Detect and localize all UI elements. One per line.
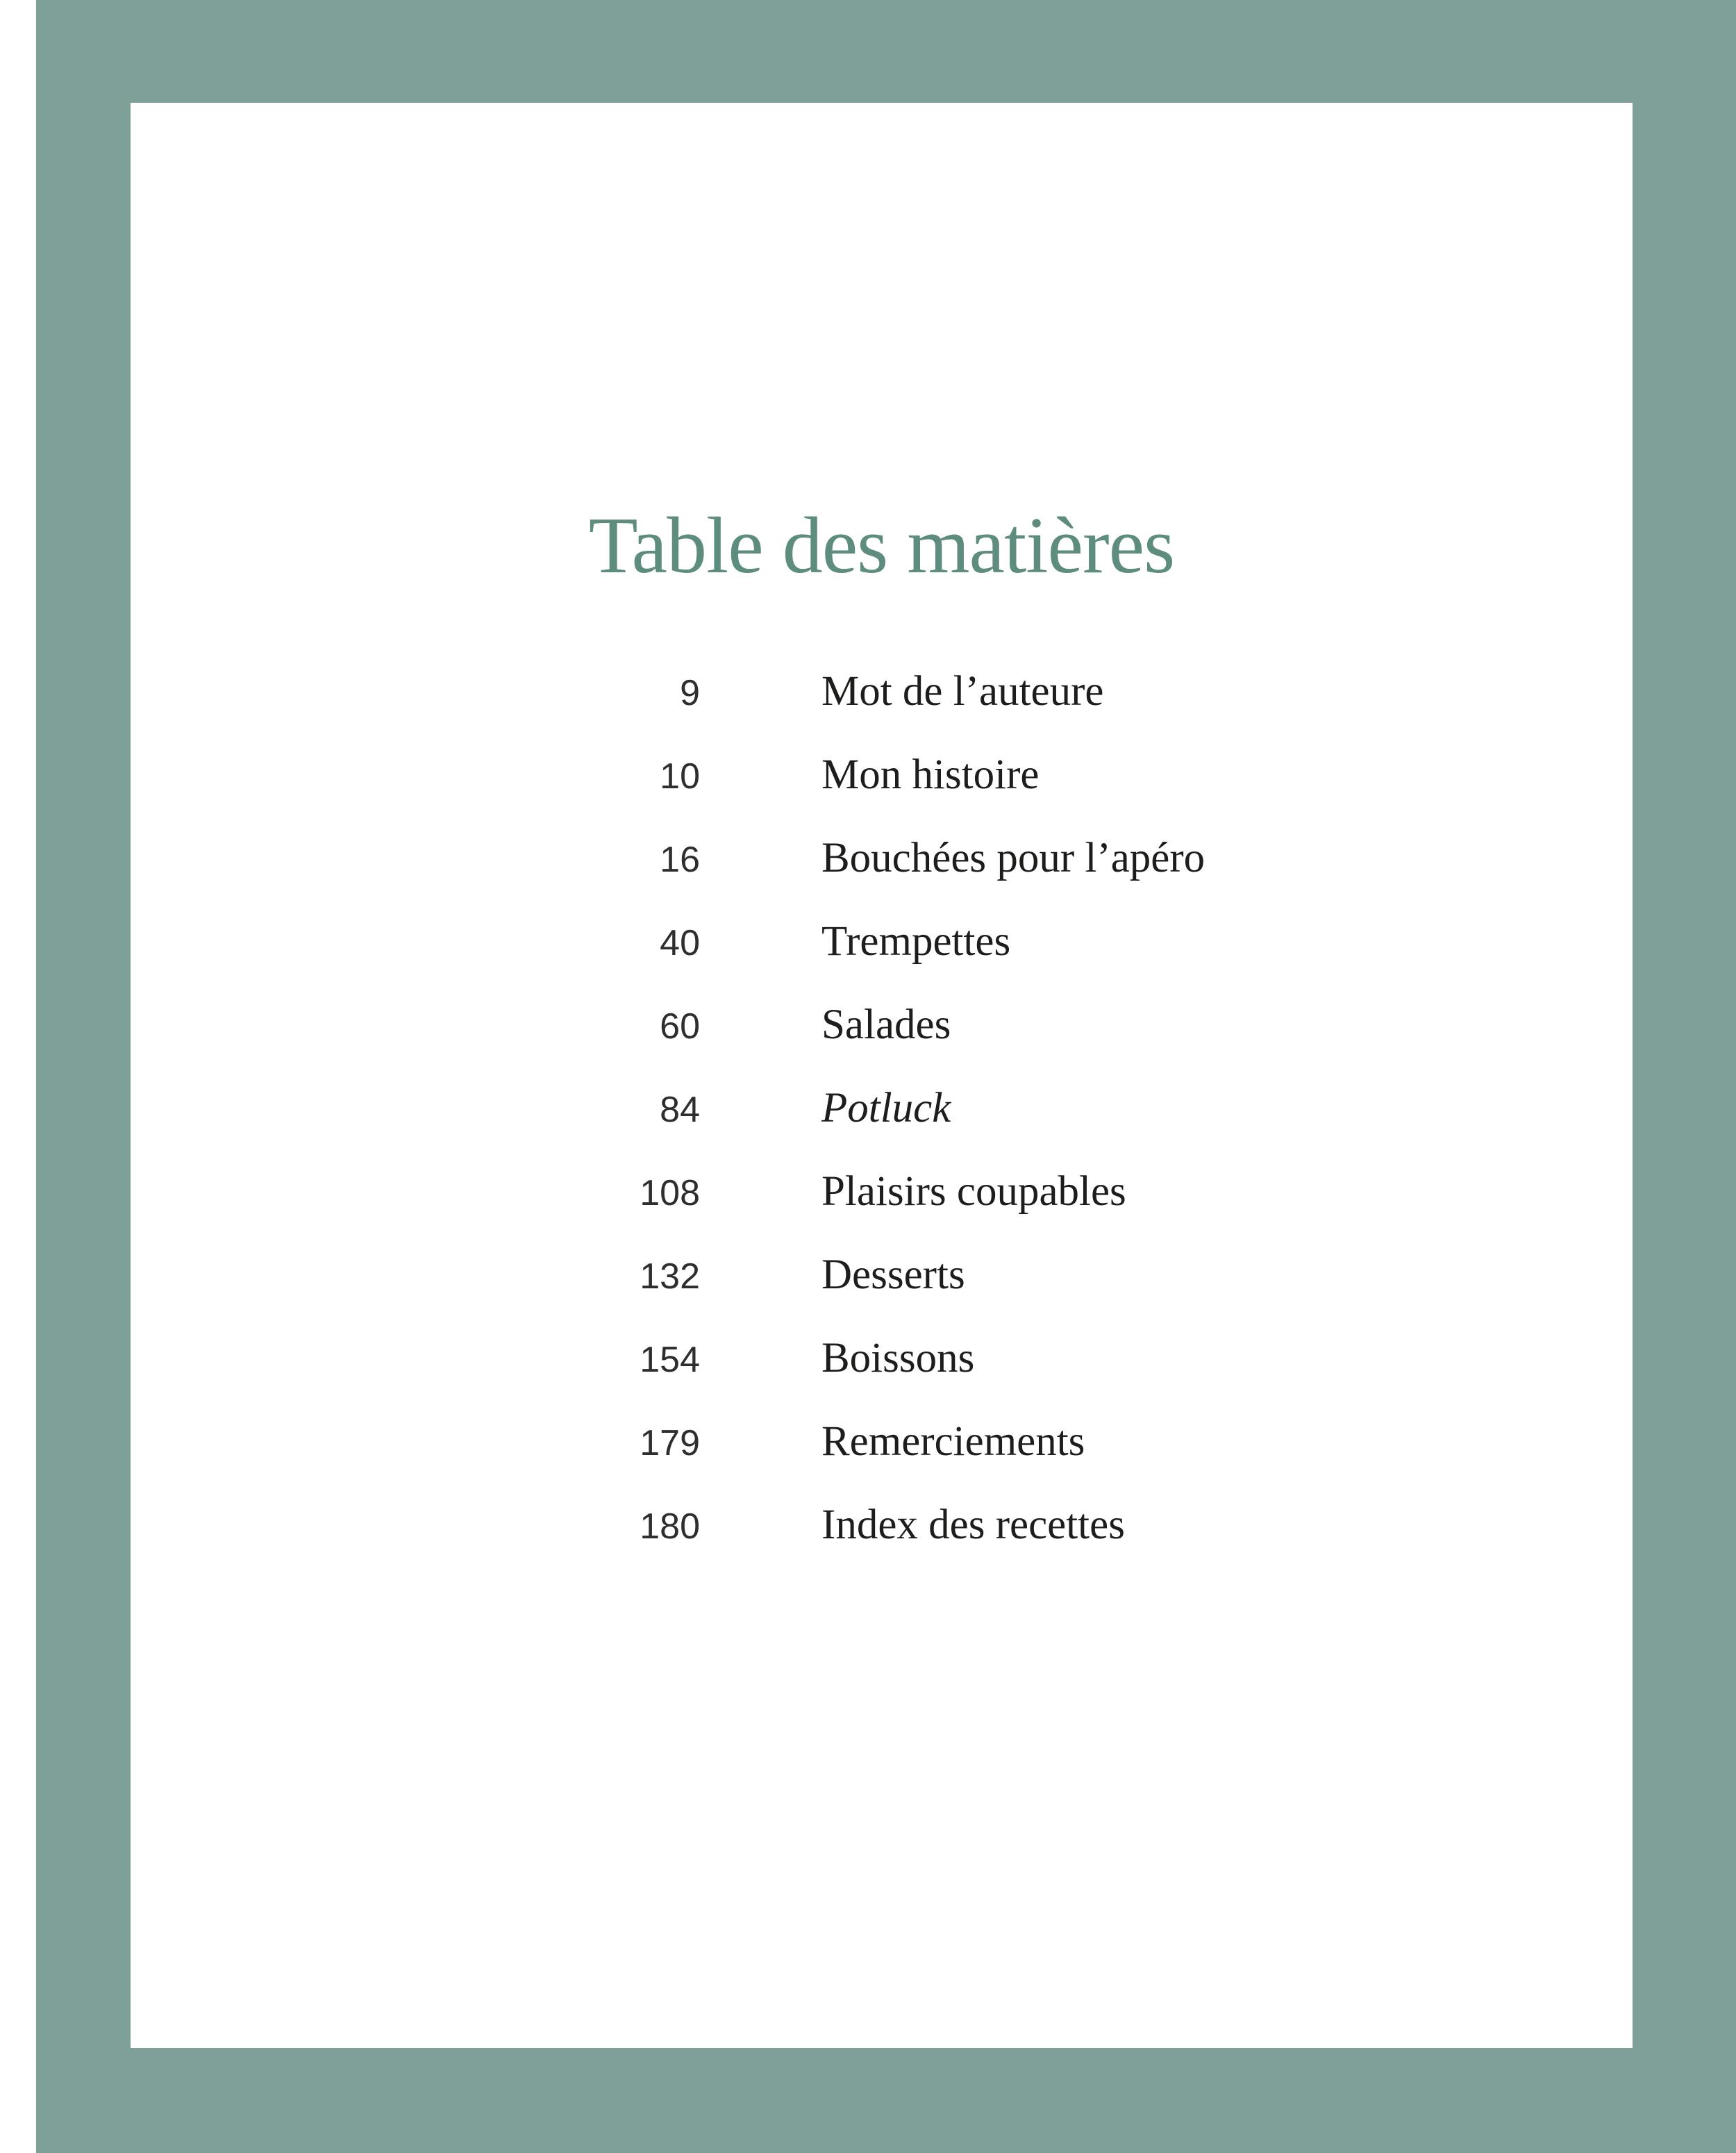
toc-page-number: 179 bbox=[640, 1423, 700, 1463]
toc-row bbox=[131, 900, 1633, 983]
toc-row bbox=[131, 1067, 1633, 1150]
toc-entry-label: Bouchées pour l’apéro bbox=[821, 835, 1205, 881]
toc-page-number: 154 bbox=[640, 1340, 700, 1380]
toc-row bbox=[131, 733, 1633, 817]
toc-entry-label: Salades bbox=[821, 1001, 951, 1048]
toc-row bbox=[131, 1150, 1633, 1233]
toc-entry-label: Trempettes bbox=[821, 918, 1011, 965]
table-of-contents bbox=[131, 650, 1633, 1567]
toc-entry-label: Potluck bbox=[821, 1085, 951, 1131]
toc-row bbox=[131, 1400, 1633, 1483]
page-title: Table des matières bbox=[588, 501, 1175, 590]
toc-entry-label: Index des recettes bbox=[821, 1502, 1125, 1548]
toc-page-number: 40 bbox=[660, 923, 700, 963]
toc-entry-label: Remerciements bbox=[821, 1418, 1085, 1465]
toc-page-number: 10 bbox=[660, 756, 700, 797]
toc-row bbox=[131, 817, 1633, 900]
toc-entry-label: Mon histoire bbox=[821, 751, 1040, 798]
toc-entry-label: Plaisirs coupables bbox=[821, 1168, 1126, 1215]
toc-page-number: 16 bbox=[660, 840, 700, 880]
toc-page-number: 9 bbox=[680, 673, 700, 713]
toc-page-number: 84 bbox=[660, 1090, 700, 1130]
toc-page-number: 180 bbox=[640, 1506, 700, 1547]
toc-entry-label: Mot de l’auteure bbox=[821, 668, 1104, 715]
toc-entry-label: Desserts bbox=[821, 1252, 965, 1298]
book-page bbox=[131, 103, 1633, 2048]
toc-page-number: 108 bbox=[640, 1173, 700, 1213]
toc-row bbox=[131, 1317, 1633, 1400]
toc-entry-label: Boissons bbox=[821, 1335, 975, 1381]
toc-page-number: 132 bbox=[640, 1256, 700, 1297]
toc-row bbox=[131, 983, 1633, 1067]
toc-row bbox=[131, 1483, 1633, 1567]
toc-page-number: 60 bbox=[660, 1006, 700, 1047]
toc-row bbox=[131, 650, 1633, 733]
toc-row bbox=[131, 1233, 1633, 1317]
